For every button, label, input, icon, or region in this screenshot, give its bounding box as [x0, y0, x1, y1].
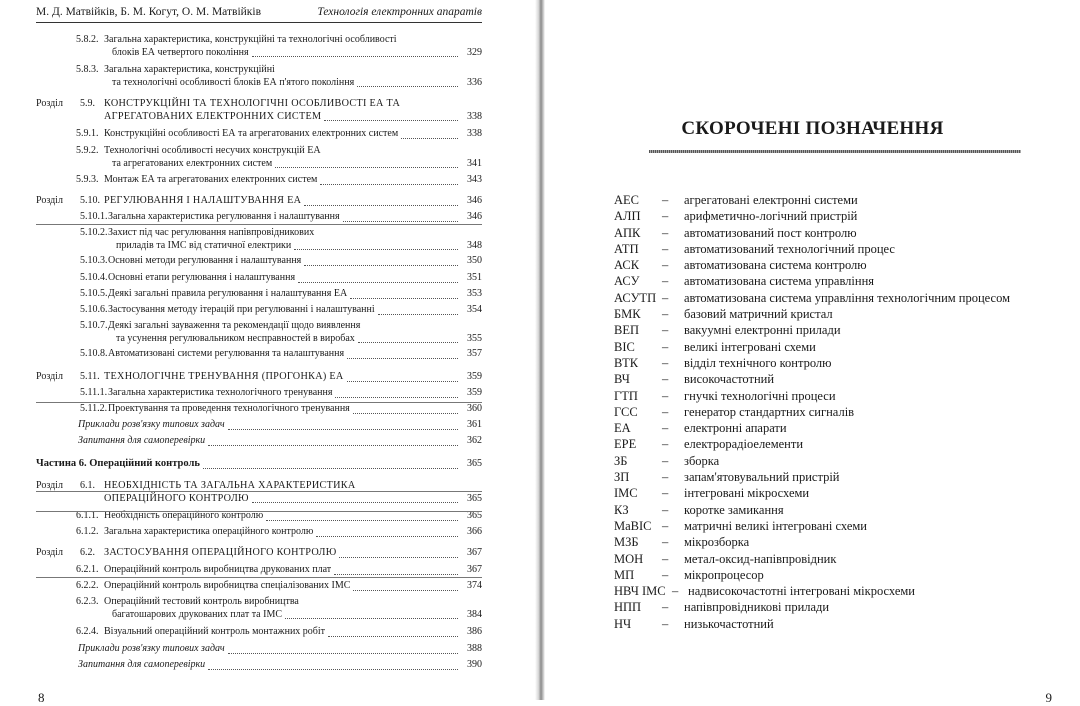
toc-leader-dots — [294, 249, 458, 250]
abbreviations-heading: СКОРОЧЕНІ ПОЗНАЧЕННЯ — [681, 118, 944, 139]
toc-page-number: 346 — [467, 195, 482, 206]
running-head-book-title: Технологія електронних апаратів — [317, 6, 482, 18]
toc-leader-dots — [347, 381, 458, 382]
abbreviation-term: ЗБ — [614, 453, 628, 468]
abbreviation-dash: – — [662, 355, 669, 370]
toc-entry-number: 6.2.1. — [76, 564, 99, 575]
abbreviation-definition: електрорадіоелементи — [684, 437, 804, 452]
toc-razdil-label: Розділ — [36, 98, 63, 109]
toc-leader-dots — [353, 590, 458, 591]
toc-leader-dots — [350, 298, 458, 299]
toc-entry — [36, 34, 482, 59]
page-number-right: 9 — [1045, 690, 1052, 705]
toc-page-number: 350 — [467, 255, 482, 266]
toc-leader-dots — [266, 520, 458, 521]
abbreviation-term: НЧ — [614, 616, 632, 631]
toc-leader-dots — [343, 221, 458, 222]
toc-leader-dots — [203, 468, 458, 469]
toc-entry-title: Візуальний операційний контроль монтажних робіт — [104, 626, 326, 637]
toc-razdil-label: Розділ — [36, 195, 63, 206]
abbreviation-term: МЗБ — [614, 535, 639, 550]
toc-entry — [36, 304, 482, 317]
abbreviation-row — [614, 503, 1074, 519]
toc-leader-dots — [358, 342, 458, 343]
toc-entry-number: 5.10. — [80, 195, 100, 206]
toc-page-number: 343 — [467, 174, 482, 185]
toc-entry-title: Приклади розв'язку типових задач — [78, 643, 225, 654]
toc-leader-dots — [228, 653, 458, 654]
abbreviation-dash: – — [662, 225, 669, 240]
abbreviation-dash: – — [662, 307, 669, 322]
toc-entry — [36, 564, 482, 577]
abbreviation-term: МОН — [614, 551, 644, 566]
abbreviation-row — [614, 535, 1074, 551]
toc-entry-title: Приклади розв'язку типових задач — [78, 419, 225, 430]
toc-entry-title: Загальна характеристика технологічного тренування — [108, 387, 333, 398]
toc-entry — [36, 174, 482, 187]
toc-entry-title: РЕГУЛЮВАННЯ І НАЛАШТУВАННЯ ЕА — [104, 195, 302, 206]
abbreviation-definition: арифметично-логічний пристрій — [684, 209, 858, 224]
toc-page-number: 384 — [467, 608, 482, 620]
abbreviation-term: МП — [614, 567, 635, 582]
toc-page-number: 348 — [467, 239, 482, 251]
abbreviation-term: АСК — [614, 258, 640, 273]
toc-page-number: 353 — [467, 288, 482, 299]
abbreviation-definition: мікрозборка — [684, 535, 750, 550]
toc-entry-title: ЗАСТОСУВАННЯ ОПЕРАЦІЙНОГО КОНТРОЛЮ — [104, 547, 337, 558]
toc-entry-number: 5.10.8. — [80, 348, 108, 359]
abbreviation-term: АСУТП — [614, 290, 657, 305]
toc-entry-number: 5.10.2. — [80, 227, 108, 238]
abbreviation-term: ІМС — [614, 486, 638, 501]
toc-entry-title: Запитання для самоперевірки — [78, 435, 206, 446]
abbreviation-row — [614, 519, 1074, 535]
toc-entry-number: 5.10.3. — [80, 255, 108, 266]
abbreviation-definition: напівпровідникові прилади — [684, 600, 830, 615]
abbreviation-row — [614, 356, 1074, 372]
toc-section-entry — [36, 195, 482, 208]
abbreviation-dash: – — [662, 372, 669, 387]
toc-entry-number: 5.9. — [80, 98, 95, 109]
toc-leader-dots — [285, 618, 458, 619]
toc-leader-dots — [401, 138, 458, 139]
toc-leader-dots — [334, 574, 458, 575]
abbreviation-dash: – — [662, 437, 669, 452]
abbreviation-row — [614, 242, 1074, 258]
toc-entry-number: 6.2.3. — [76, 596, 99, 607]
toc-entry-number: 5.11.2. — [80, 403, 108, 414]
toc-entry — [36, 348, 482, 361]
toc-razdil-label: Розділ — [36, 371, 63, 382]
abbreviation-row — [614, 291, 1074, 307]
abbreviation-dash: – — [662, 274, 669, 289]
toc-entry-title: блоків ЕА четвертого покоління — [112, 46, 249, 58]
abbreviation-dash: – — [662, 241, 669, 256]
toc-page-number: 329 — [467, 46, 482, 58]
toc-entry-number: 5.10.1. — [80, 211, 108, 222]
toc-entry-title: АГРЕГАТОВАНИХ ЕЛЕКТРОННИХ СИСТЕМ — [104, 110, 322, 122]
toc-entry-title: Загальна характеристика регулювання і налаштування — [108, 211, 340, 222]
toc-entry-title: багатошарових друкованих плат та ІМС — [112, 608, 283, 620]
toc-razdil-label: Розділ — [36, 547, 63, 558]
toc-entry-number: 5.9.2. — [76, 145, 99, 156]
toc-page-number: 341 — [467, 157, 482, 169]
toc-leader-dots — [252, 502, 458, 503]
right-page — [545, 0, 1080, 705]
toc-page-number: 367 — [467, 564, 482, 575]
abbreviation-term: ВІС — [614, 339, 635, 354]
abbreviation-definition: відділ технічного контролю — [684, 355, 832, 370]
abbreviation-row — [614, 226, 1074, 242]
abbreviation-dash: – — [662, 404, 669, 419]
abbreviation-term: ЗП — [614, 470, 630, 485]
toc-leader-dots — [335, 397, 458, 398]
abbreviation-term: ЕРЕ — [614, 437, 637, 452]
abbreviation-term: ЕА — [614, 421, 631, 436]
abbreviation-dash: – — [662, 193, 669, 207]
toc-entry-number: 5.10.5. — [80, 288, 108, 299]
toc-entry-title: та технологічні особливості блоків ЕА п'ятого покоління — [112, 76, 355, 88]
abbreviation-term: НПП — [614, 600, 642, 615]
toc-entry-number: 6.2. — [80, 547, 95, 558]
toc-entry-title: Загальна характеристика, конструкційні та технологічні особливості — [104, 34, 397, 45]
abbreviation-term: НВЧ ІМС — [614, 584, 666, 599]
toc-entry — [36, 580, 482, 593]
abbreviation-term: МаВІС — [614, 518, 652, 533]
toc-page-number: 351 — [467, 272, 482, 283]
toc-entry — [36, 643, 482, 656]
abbreviation-term: БМК — [614, 307, 641, 322]
toc-leader-dots — [208, 669, 458, 670]
toc-entry-title: та агрегатованих електронних систем — [112, 157, 273, 169]
toc-entry-title: Застосування методу ітерацій при регулюванні і налаштуванні — [108, 304, 375, 315]
abbreviation-definition: метал-оксид-напівпровідник — [684, 551, 837, 566]
toc-entry — [36, 659, 482, 672]
abbreviation-term: АЕС — [614, 193, 639, 207]
abbreviation-row — [614, 600, 1074, 616]
abbreviation-dash: – — [662, 600, 669, 615]
toc-leader-dots — [320, 184, 458, 185]
toc-page-number: 338 — [467, 128, 482, 139]
toc-entry-title: Проектування та проведення технологічного тренування — [108, 403, 350, 414]
toc-entry — [36, 626, 482, 639]
abbreviation-dash: – — [662, 290, 669, 305]
heading-rule — [649, 150, 1021, 153]
abbreviation-definition: великі інтегровані схеми — [684, 339, 816, 354]
abbreviation-definition: електронні апарати — [684, 421, 787, 436]
abbreviation-definition: агрегатовані електронні системи — [684, 193, 858, 207]
toc-section-entry — [36, 480, 482, 505]
toc-entry-title: Загальна характеристика, конструкційні — [104, 64, 275, 75]
abbreviation-row — [614, 437, 1074, 453]
toc-page-number: 338 — [467, 110, 482, 122]
abbreviation-row — [614, 421, 1074, 437]
toc-page-number: 357 — [467, 348, 482, 359]
abbreviation-definition: вакуумні електронні прилади — [684, 323, 841, 338]
toc-page-number: 336 — [467, 76, 482, 88]
toc-page-number: 361 — [467, 419, 482, 430]
abbreviation-row — [614, 470, 1074, 486]
toc-entry-number: 6.2.4. — [76, 626, 99, 637]
abbreviation-row — [614, 258, 1074, 274]
abbreviation-definition: автоматизована система управління технологічним процесом — [684, 290, 1011, 305]
abbreviation-definition: високочастотний — [684, 372, 775, 387]
toc-entry — [36, 320, 482, 345]
toc-entry-title: Деякі загальні зауваження та рекомендації щодо виявлення — [108, 320, 361, 331]
abbreviation-dash: – — [662, 567, 669, 582]
toc-page-number: 346 — [467, 211, 482, 222]
abbreviation-term: КЗ — [614, 502, 629, 517]
toc-entry-title: приладів та ІМС від статичної електрики — [116, 239, 292, 251]
toc-page-number: 386 — [467, 626, 482, 637]
abbreviation-term: ГТП — [614, 388, 638, 403]
toc-entry-number: 5.10.6. — [80, 304, 108, 315]
toc-separator — [36, 402, 482, 403]
toc-leader-dots — [316, 536, 458, 537]
toc-section-entry — [36, 98, 482, 123]
toc-entry-number: 5.11. — [80, 371, 100, 382]
abbreviation-term: АСУ — [614, 274, 640, 289]
toc-entry-number: 5.10.7. — [80, 320, 108, 331]
abbreviation-term: АТП — [614, 241, 639, 256]
toc-leader-dots — [324, 120, 458, 121]
toc-entry-number: 6.1.1. — [76, 510, 99, 521]
abbreviation-row — [614, 552, 1074, 568]
abbreviation-dash: – — [662, 258, 669, 273]
abbreviation-row — [614, 568, 1074, 584]
toc-entry-title: Основні методи регулювання і налаштування — [108, 255, 302, 266]
toc-entry-title: НЕОБХІДНІСТЬ ТА ЗАГАЛЬНА ХАРАКТЕРИСТИКА — [104, 480, 356, 491]
abbreviation-dash: – — [662, 486, 669, 501]
abbreviation-definition: автоматизована система управління — [684, 274, 875, 289]
toc-entry-title: ТЕХНОЛОГІЧНЕ ТРЕНУВАННЯ (ПРОГОНКА) ЕА — [104, 371, 344, 382]
toc-leader-dots — [328, 636, 458, 637]
toc-entry — [36, 211, 482, 224]
toc-section-entry — [36, 547, 482, 560]
running-head-authors: М. Д. Матвійків, Б. М. Когут, О. М. Матвійків — [36, 6, 262, 18]
abbreviation-dash: – — [672, 584, 679, 599]
abbreviation-row — [614, 372, 1074, 388]
page-number-left: 8 — [38, 690, 45, 705]
toc-entry-title: Операційний тестовий контроль виробництва — [104, 596, 299, 607]
abbreviation-row — [614, 389, 1074, 405]
toc-page-number: 362 — [467, 435, 482, 446]
abbreviation-term: АЛП — [614, 209, 641, 224]
abbreviations-list — [614, 193, 1074, 633]
toc-entry-number: 5.11.1. — [80, 387, 108, 398]
abbreviation-definition: автоматизована система контролю — [684, 258, 867, 273]
toc-entry — [36, 526, 482, 539]
toc-entry-number: 6.1.2. — [76, 526, 99, 537]
abbreviation-row — [614, 486, 1074, 502]
toc-leader-dots — [357, 86, 458, 87]
abbreviation-definition: автоматизований технологічний процес — [684, 241, 895, 256]
abbreviation-dash: – — [662, 518, 669, 533]
toc-part-heading — [36, 458, 482, 471]
abbreviation-row — [614, 274, 1074, 290]
abbreviation-dash: – — [662, 616, 669, 631]
toc-entry-title: Конструкційні особливості ЕА та агрегатованих електронних систем — [104, 128, 399, 139]
toc-page-number: 360 — [467, 403, 482, 414]
toc-entry-title: Монтаж ЕА та агрегатованих електронних систем — [104, 174, 318, 185]
abbreviation-row — [614, 584, 1074, 600]
toc-entry-number: 5.10.4. — [80, 272, 108, 283]
toc-entry-number: 5.8.3. — [76, 64, 99, 75]
running-head — [36, 4, 482, 23]
abbreviation-dash: – — [662, 388, 669, 403]
toc-entry-title: КОНСТРУКЦІЙНІ ТА ТЕХНОЛОГІЧНІ ОСОБЛИВОСТІ ЕА ТА — [104, 98, 401, 109]
toc-entry-title: ОПЕРАЦІЙНОГО КОНТРОЛЮ — [104, 492, 249, 504]
toc-entry — [36, 227, 482, 252]
abbreviation-definition: запам'ятовувальний пристрій — [684, 470, 840, 485]
toc-entry-title: Деякі загальні правила регулювання і налаштування ЕА — [108, 288, 348, 299]
abbreviation-term: ВТК — [614, 355, 639, 370]
toc-page-number: 359 — [467, 387, 482, 398]
toc-page-number: 390 — [467, 659, 482, 670]
abbreviation-term: ГСС — [614, 404, 638, 419]
abbreviation-definition: інтегровані мікросхеми — [684, 486, 810, 501]
toc-entry-title: Загальна характеристика операційного контролю — [104, 526, 314, 537]
abbreviation-dash: – — [662, 502, 669, 517]
book-gutter — [535, 0, 545, 700]
toc-entry — [36, 272, 482, 285]
abbreviation-definition: генератор стандартних сигналів — [684, 404, 855, 419]
toc-entry — [36, 435, 482, 448]
toc-entry-number: 5.8.2. — [76, 34, 99, 45]
toc-separator — [36, 511, 482, 512]
toc-page-number: 365 — [467, 492, 482, 504]
toc-entry-title: Запитання для самоперевірки — [78, 659, 206, 670]
toc-separator — [36, 491, 482, 492]
left-page — [0, 0, 537, 705]
toc-entry-number: 6.2.2. — [76, 580, 99, 591]
toc-leader-dots — [339, 557, 458, 558]
toc-entry — [36, 387, 482, 400]
abbreviation-definition: базовий матричний кристал — [684, 307, 833, 322]
toc-page-number: 365 — [467, 458, 482, 469]
abbreviation-term: АПК — [614, 225, 641, 240]
toc-entry — [36, 596, 482, 621]
toc-page-number: 374 — [467, 580, 482, 591]
abbreviation-dash: – — [662, 535, 669, 550]
abbreviation-row — [614, 193, 1074, 209]
toc-leader-dots — [298, 282, 458, 283]
abbreviation-definition: зборка — [684, 453, 720, 468]
abbreviation-row — [614, 323, 1074, 339]
toc-entry-title: Частина 6. Операційний контроль — [36, 458, 200, 469]
abbreviation-dash: – — [662, 323, 669, 338]
toc-section-entry — [36, 371, 482, 384]
toc-entry — [36, 64, 482, 89]
abbreviation-definition: коротке замикання — [684, 502, 784, 517]
toc-leader-dots — [347, 358, 458, 359]
abbreviation-definition: автоматизований пост контролю — [684, 225, 857, 240]
toc-page-number: 354 — [467, 304, 482, 315]
toc-entry-title: Операційний контроль виробництва друкованих плат — [104, 564, 332, 575]
abbreviation-definition: мікропроцесор — [684, 567, 764, 582]
abbreviation-dash: – — [662, 421, 669, 436]
toc-entry-title: Операційний контроль виробництва спеціалізованих ІМС — [104, 580, 351, 591]
abbreviation-definition: гнучкі технологічні процеси — [684, 388, 836, 403]
abbreviation-row — [614, 405, 1074, 421]
toc-entry — [36, 145, 482, 170]
toc-leader-dots — [275, 167, 458, 168]
toc-separator — [36, 224, 482, 225]
abbreviation-row — [614, 340, 1074, 356]
toc-entry-title: та усунення регулювальником несправностей в виробах — [116, 332, 355, 344]
toc-page-number: 359 — [467, 371, 482, 382]
abbreviation-term: ВЧ — [614, 372, 630, 387]
abbreviation-row — [614, 209, 1074, 225]
abbreviation-definition: матричні великі інтегровані схеми — [684, 518, 867, 533]
toc-leader-dots — [252, 56, 458, 57]
abbreviation-dash: – — [662, 551, 669, 566]
toc-entry-number: 5.9.3. — [76, 174, 99, 185]
toc-leader-dots — [304, 205, 458, 206]
toc-leader-dots — [378, 314, 458, 315]
toc-leader-dots — [228, 429, 458, 430]
abbreviation-row — [614, 454, 1074, 470]
toc-entry-title: Автоматизовані системи регулювання та налаштування — [108, 348, 345, 359]
abbreviation-dash: – — [662, 339, 669, 354]
toc-leader-dots — [208, 445, 458, 446]
toc-entry — [36, 128, 482, 141]
toc-page-number: 367 — [467, 547, 482, 558]
abbreviation-row — [614, 307, 1074, 323]
toc-entry — [36, 403, 482, 416]
toc-entry-title: Технологічні особливості несучих конструкцій ЕА — [104, 145, 321, 156]
abbreviation-definition: низькочастотний — [684, 616, 774, 631]
abbreviation-dash: – — [662, 453, 669, 468]
toc-entry-title: Основні етапи регулювання і налаштування — [108, 272, 296, 283]
abbreviation-dash: – — [662, 209, 669, 224]
abbreviation-row — [614, 617, 1074, 633]
toc-entry-title: Захист під час регулювання напівпровідникових — [108, 227, 315, 238]
toc-entry — [36, 288, 482, 301]
toc-entry — [36, 255, 482, 268]
toc-razdil-label: Розділ — [36, 480, 63, 491]
abbreviation-definition: надвисокочастотні інтегровані мікросхеми — [688, 584, 915, 599]
toc-entry-title: Необхідність операційного контролю — [104, 510, 264, 521]
abbreviation-dash: – — [662, 470, 669, 485]
toc-page-number: 355 — [467, 332, 482, 344]
toc-entry — [36, 419, 482, 432]
toc-leader-dots — [353, 413, 458, 414]
abbreviation-term: ВЕП — [614, 323, 639, 338]
toc-entry-number: 5.9.1. — [76, 128, 99, 139]
toc-page-number: 388 — [467, 643, 482, 654]
toc-leader-dots — [304, 265, 458, 266]
toc-entry-number: 6.1. — [80, 480, 95, 491]
toc-page-number: 366 — [467, 526, 482, 537]
toc-separator — [36, 577, 482, 578]
toc-page-number: 365 — [467, 510, 482, 521]
